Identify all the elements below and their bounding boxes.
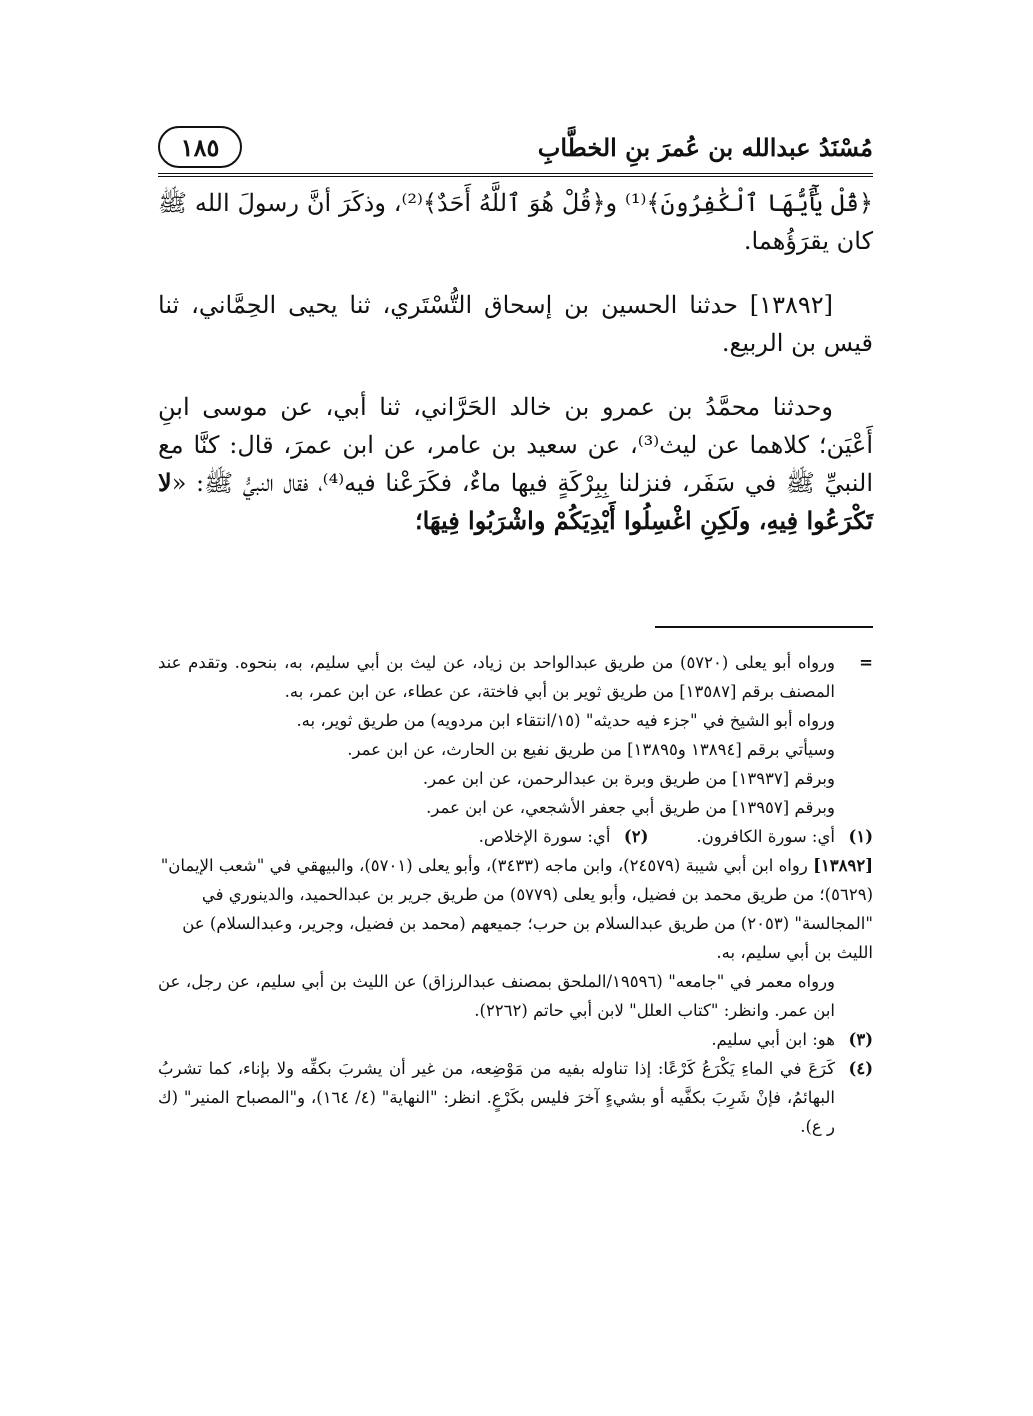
footnote-divider — [655, 626, 873, 628]
footnote-2-text: أي: سورة الإخلاص. — [478, 827, 611, 846]
footnote-continued — [158, 648, 873, 822]
footnote-4 — [158, 1054, 873, 1141]
footnote-line: ورواه أبو يعلى (٥٧٢٠) من طريق عبدالواحد بن زياد، عن ليث بن أبي سليم، به، بنحوه. وتقدم عند المصنف برقم [١٣٥٨٧] من طريق ثوير بن أبي فاختة، عن عطاء، عن ابن عمر، به. — [158, 653, 835, 701]
footnote-line: وبرقم [١٣٩٣٧] من طريق وبرة بن عبدالرحمن، عن ابن عمر. — [422, 769, 835, 788]
footnote-2 — [479, 822, 649, 851]
footnote-line: وبرقم [١٣٩٥٧] من طريق أبي جعفر الأشجعي، عن ابن عمر. — [426, 798, 835, 817]
main-text — [158, 184, 873, 540]
paragraph-3 — [158, 388, 873, 540]
continuation-mark: = — [859, 653, 873, 672]
prophetic-saying: لا تَكْرَعُوا فِيهِ، ولَكِنِ اغْسِلُوا أَيْدِيَكُمْ واشْرَبُوا فِيهَا؛ — [158, 468, 873, 535]
takhrij-number: [١٣٨٩٢] — [813, 856, 873, 875]
header-divider — [158, 173, 873, 177]
page-header — [158, 122, 873, 172]
footnote-1-mark: (١) — [848, 827, 873, 846]
paragraph-2-text: حدثنا الحسين بن إسحاق التُّسْتَري، ثنا يحيى الحِمَّاني، ثنا قيس بن الربيع. — [158, 291, 873, 357]
page-number: ١٨٥ — [158, 126, 242, 168]
footnote-3-mark: (٣) — [848, 1030, 873, 1049]
takhrij-text: رواه ابن أبي شيبة (٢٤٥٧٩)، وابن ماجه (٣٤٣٣)، وأبو يعلى (٥٧٠١)، والبيهقي في "شعب الإيمان" (٥٦٢٩)؛ من طريق محمد بن فضيل، وأبو يعلى (٥٧٧٩) من طريق جرير بن عبدالحميد، والدينوري في "المجالسة" (٢٠٥٣) من طريق عبدالسلام بن حرب؛ جميعهم (محمد بن فضيل، وجرير، وعبدالسلام) عن الليث بن أبي سليم، به. — [160, 856, 873, 962]
footnote-2-mark: (٢) — [623, 827, 649, 846]
hadith-number: [١٣٨٩٢] — [749, 291, 833, 319]
footnote-4-text: كَرَعَ في الماءِ يَكْرَعُ كَرْعًا: إذا تناوله بفيه من مَوْضِعه، من غير أن يشربَ بكفِّه ولا بإناء، كما تشربُ البهائمُ، فإنْ شَرِبَ بكفَّيه أو بشيءٍ آخرَ فليس بكَرْعٍ. انظر: "النهاية" (٤/ ١٦٤)، و"المصباح المنير" (ك ر ع). — [158, 1059, 835, 1136]
footnote-1-text: أي: سورة الكافرون. — [696, 827, 835, 846]
paragraph-3-text: وحدثنا محمَّدُ بن عمرو بن خالد الحَرَّاني، ثنا أبي، عن موسى ابنِ أَعْيَن؛ كلاهما عن ليث⁽³⁾، عن سعيد بن عامر، عن ابن عمرَ، قال: كنَّا مع النبيِّ ﷺ في سَفَر، فنزلنا بِبِرْكَةٍ فيها ماءٌ، فكَرَعْنا فيه⁽⁴⁾، فقال النبيُّ ﷺ: « — [158, 393, 874, 497]
takhrij-block — [158, 851, 873, 967]
paragraph-1-text: ﴿قُلْ يَٰٓأَيُّهَا ٱلْكَٰفِرُونَ﴾⁽¹⁾ و﴿قُلْ هُوَ ٱللَّهُ أَحَدٌ﴾⁽²⁾، وذكَرَ أنَّ رسولَ الله ﷺ كان يقرَؤُهما. — [158, 189, 874, 255]
running-title: مُسْنَدُ عبدالله بن عُمرَ بنِ الخطَّابِ — [537, 132, 873, 162]
footnote-line: ورواه أبو الشيخ في "جزء فيه حديثه" (١٥/انتقاء ابن مردويه) من طريق ثوير، به. — [296, 711, 835, 730]
takhrij-text-2: ورواه معمر في "جامعه" (١٩٥٩٦/الملحق بمصنف عبدالرزاق) عن الليث بن أبي سليم، عن رجل، عن ابن عمر. وانظر: "كتاب العلل" لابن أبي حاتم (٢٢٦٢). — [158, 972, 836, 1020]
footnote-1 — [696, 822, 873, 851]
footnote-3 — [158, 1025, 873, 1054]
paragraph-1 — [158, 184, 873, 260]
paragraph-2 — [158, 286, 873, 362]
footnote-3-text: هو: ابن أبي سليم. — [711, 1030, 835, 1049]
footnotes — [158, 648, 873, 1141]
footnotes-1-2 — [158, 822, 873, 851]
footnote-4-mark: (٤) — [848, 1059, 873, 1078]
takhrij-block-2 — [158, 967, 873, 1025]
footnote-line: وسيأتي برقم [١٣٨٩٤ و١٣٨٩٥] من طريق نفيع بن الحارث، عن ابن عمر. — [347, 740, 835, 759]
